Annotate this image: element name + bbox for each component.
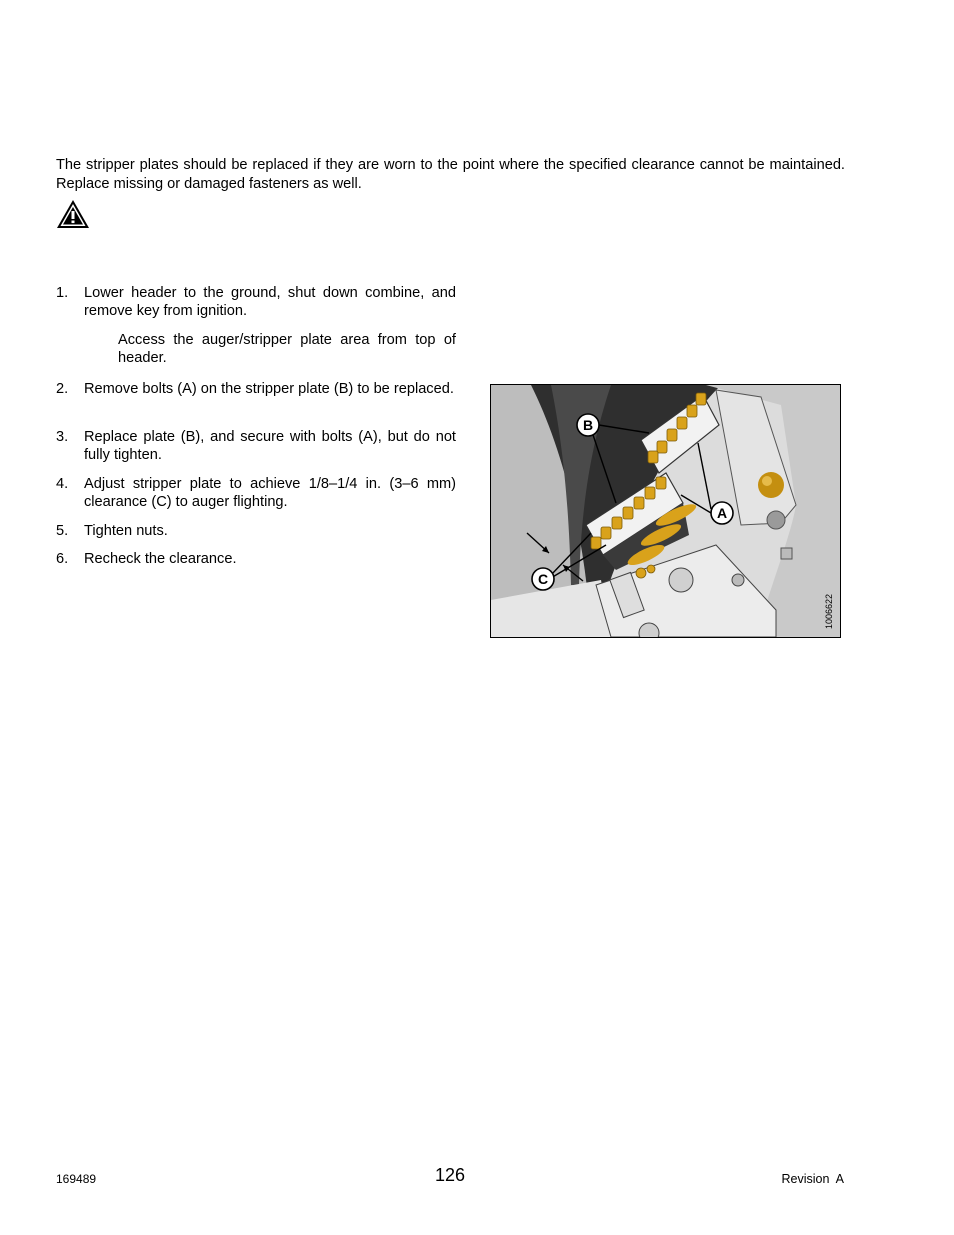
svg-text:A: A	[716, 505, 728, 521]
step-number: 3.	[56, 429, 69, 445]
callout-b	[577, 414, 599, 436]
step-1-note: Access the auger/stripper plate area from top of header.	[118, 332, 456, 366]
warning-triangle-icon	[56, 199, 90, 229]
stripper-plate-figure	[490, 384, 841, 638]
revision: Revision A	[781, 1172, 844, 1186]
step-text: Replace plate (B), and secure with bolts (A), but do not fully tighten.	[84, 429, 456, 463]
svg-text:B: B	[582, 417, 594, 433]
step-text: Recheck the clearance.	[84, 551, 237, 567]
doc-number: 169489	[56, 1172, 97, 1186]
step-number: 6.	[56, 551, 69, 567]
step-text: Lower header to the ground, shut down combine, and remove key from ignition.	[84, 285, 456, 319]
callout-c	[532, 568, 554, 590]
step-text: Remove bolts (A) on the stripper plate (B) to be replaced.	[84, 381, 454, 397]
step-number: 1.	[56, 285, 69, 301]
step-number: 5.	[56, 523, 69, 539]
step-text: Tighten nuts.	[84, 523, 168, 539]
step-number: 4.	[56, 476, 69, 492]
page-number: 126	[434, 1165, 466, 1185]
intro-paragraph: The stripper plates should be replaced if they are worn to the point where the specified clearance cannot be maintained. Replace missing or damaged fasteners as well.	[56, 157, 845, 192]
callout-a	[711, 502, 733, 524]
stripper-plate-illustration	[491, 385, 840, 637]
svg-text:C: C	[537, 571, 549, 587]
figure-id: 1006622	[824, 593, 834, 629]
step-text: Adjust stripper plate to achieve 1/8–1/4 in. (3–6 mm) clearance (C) to auger flighting.	[84, 476, 456, 510]
step-number: 2.	[56, 381, 69, 397]
